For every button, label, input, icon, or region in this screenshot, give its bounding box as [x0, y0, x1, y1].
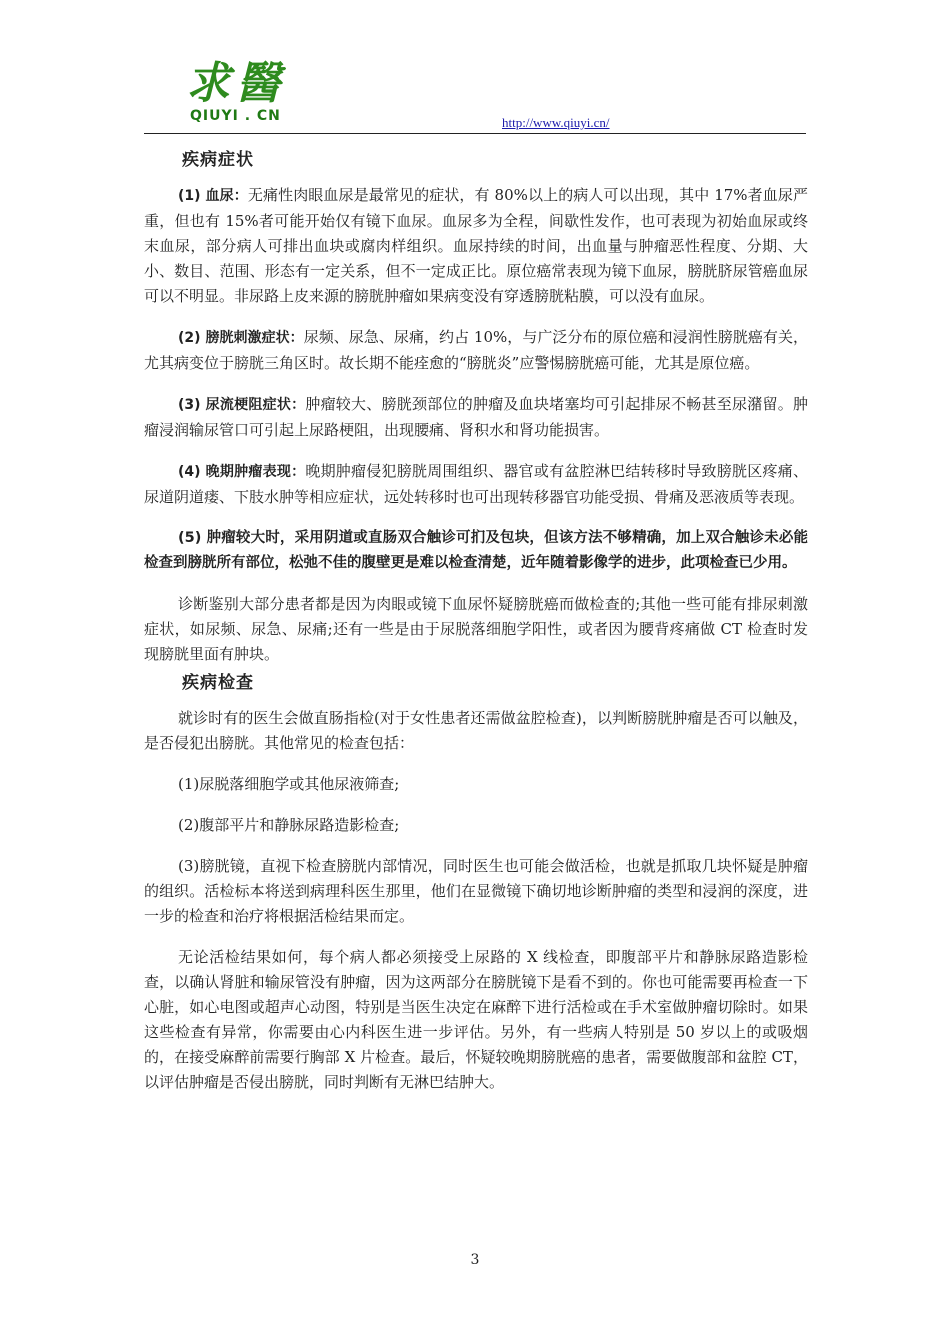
symptom-paragraph-3 [144, 392, 808, 443]
symptom-paragraph-2 [144, 325, 808, 376]
logo-chinese-text: 求醫 [186, 58, 286, 109]
exam-item-2: (2)腹部平片和静脉尿路造影检查; [178, 816, 400, 834]
exam-intro-paragraph: 就诊时有的医生会做直肠指检(对于女性患者还需做盆腔检查)，以判断膀胱肿瘤是否可以触及，是否侵犯出膀胱。其他常见的检查包括： [144, 709, 808, 752]
section-title-symptoms: 疾病症状 [182, 150, 254, 170]
section-title-examination: 疾病检查 [182, 673, 254, 693]
symptom-text-1: 无痛性肉眼血尿是最常见的症状，有 80%以上的病人可以出现，其中 17%者血尿严重，但也有 15%者可能开始仅有镜下血尿。血尿多为全程，间歇性发作，也可表现为初始血尿或终末血尿，部分病人可排出血块或腐肉样组织。血尿持续的时间，出血量与肿瘤恶性程度、分期、大小、数目、范围、形态有一定关系，但不一定成正比。原位癌常表现为镜下血尿，膀胱脐尿管癌血尿可以不明显。非尿路上皮来源的膀胱肿瘤如果病变没有穿透膀胱粘膜，可以没有血尿。 [144, 186, 808, 305]
symptom-text-2: 尿频、尿急、尿痛，约占 10%，与广泛分布的原位癌和浸润性膀胱癌有关，尤其病变位于膀胱三角区时。故长期不能痊愈的“膀胱炎”应警惕膀胱癌可能，尤其是原位癌。 [144, 328, 808, 372]
symptom-paragraph-1 [144, 183, 808, 309]
diagnosis-paragraph: 诊断鉴别大部分患者都是因为肉眼或镜下血尿怀疑膀胱癌而做检查的;其他一些可能有排尿刺激症状，如尿频、尿急、尿痛;还有一些是由于尿脱落细胞学阳性，或者因为腰背疼痛做 CT 检查时发现膀胱里面有肿块。 [144, 595, 808, 663]
page-number: 3 [470, 1252, 480, 1268]
symptom-text-4: 晚期肿瘤侵犯膀胱周围组织、器官或有盆腔淋巴结转移时导致膀胱区疼痛、尿道阴道瘘、下肢水肿等相应症状，远处转移时也可出现转移器官功能受损、骨痛及恶液质等表现。 [144, 462, 808, 506]
site-logo [186, 60, 306, 132]
symptom-label-4: (4) 晚期肿瘤表现： [178, 464, 306, 480]
exam-item-1: (1)尿脱落细胞学或其他尿液筛查; [178, 775, 400, 793]
symptom-label-3: (3) 尿流梗阻症状： [178, 397, 306, 413]
header-url-link[interactable]: http://www.qiuyi.cn/ [502, 115, 610, 130]
symptom-label-2: (2) 膀胱刺激症状： [178, 330, 304, 346]
logo-english-text: QIUYI . CN [190, 108, 281, 124]
symptom-text-3: 肿瘤较大、膀胱颈部位的肿瘤及血块堵塞均可引起排尿不畅甚至尿潴留。肿瘤浸润输尿管口可引起上尿路梗阻，出现腰痛、肾积水和肾功能损害。 [144, 395, 808, 439]
symptom-label-1: (1) 血尿： [178, 188, 248, 204]
symptom-paragraph-5: (5) 肿瘤较大时，采用阴道或直肠双合触诊可扪及包块，但该方法不够精确，加上双合触诊未必能检查到膀胱所有部位，松弛不佳的腹壁更是难以检查清楚，近年随着影像学的进步，此项检查已少用。 [144, 530, 808, 571]
header-rule [144, 133, 806, 134]
symptom-paragraph-4 [144, 459, 808, 510]
document-body [144, 148, 808, 1111]
exam-item-3: (3)膀胱镜，直视下检查膀胱内部情况，同时医生也可能会做活检，也就是抓取几块怀疑是肿瘤的组织。活检标本将送到病理科医生那里，他们在显微镜下确切地诊断肿瘤的类型和浸润的深度，进一步的检查和治疗将根据活检结果而定。 [144, 857, 808, 925]
exam-final-paragraph: 无论活检结果如何，每个病人都必须接受上尿路的 X 线检查，即腹部平片和静脉尿路造影检查，以确认肾脏和输尿管没有肿瘤，因为这两部分在膀胱镜下是看不到的。你也可能需要再检查一下心脏，如心电图或超声心动图，特别是当医生决定在麻醉下进行活检或在手术室做肿瘤切除时。如果这些检查有异常，你需要由心内科医生进一步评估。另外，有一些病人特别是 50 岁以上的或吸烟的，在接受麻醉前需要行胸部 X 片检查。最后，怀疑较晚期膀胱癌的患者，需要做腹部和盆腔 CT，以评估肿瘤是否侵出膀胱，同时判断有无淋巴结肿大。 [144, 948, 808, 1091]
